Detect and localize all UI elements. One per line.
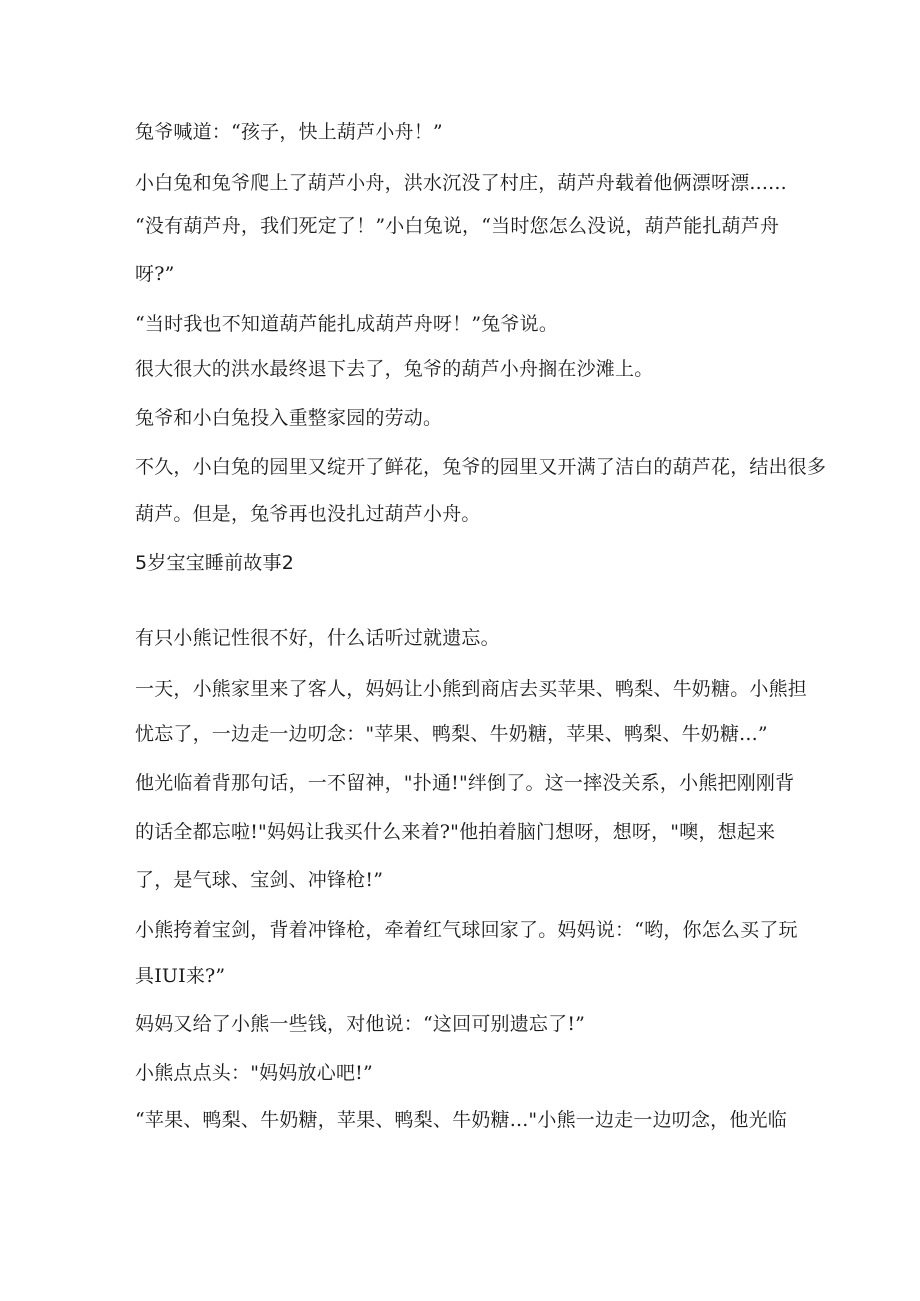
paragraph-line: 妈妈又给了小熊一些钱，对他说：“这回可别遗忘了!” [135,1013,586,1035]
paragraph-line: 了，是气球、宝剑、冲锋枪!” [135,869,384,891]
paragraph-line: 小白兔和兔爷爬上了葫芦小舟，洪水沉没了村庄，葫芦舟载着他俩漂呀漂...... [135,172,787,194]
paragraph-line: 不久，小白兔的园里又绽开了鲜花，兔爷的园里又开满了洁白的葫芦花，结出很多 [135,456,827,478]
paragraph-line: 小熊挎着宝剑，背着冲锋枪，牵着红气球回家了。妈妈说：“哟，你怎么买了玩 [135,919,798,941]
paragraph-line: 一天，小熊家里来了客人，妈妈让小熊到商店去买苹果、鸭梨、牛奶糖。小熊担 [135,678,808,700]
paragraph-line: “苹果、鸭梨、牛奶糖，苹果、鸭梨、牛奶糖..."小熊一边走一边叨念，他光临 [135,1109,787,1131]
paragraph-line: 忧忘了，一边走一边叨念："苹果、鸭梨、牛奶糖，苹果、鸭梨、牛奶糖...” [135,723,768,745]
paragraph-line: “没有葫芦舟，我们死定了！”小白兔说，“当时您怎么没说，葫芦能扎葫芦舟 [135,215,780,237]
paragraph-line: 具IUI来?” [135,965,226,987]
paragraph-line: 他光临着背那句话，一不留神，"扑通!"绊倒了。这一摔没关系，小熊把刚刚背 [135,772,795,794]
paragraph-line: 兔爷和小白兔投入重整家园的劳动。 [135,407,443,429]
paragraph-line: 葫芦。但是，兔爷再也没扎过葫芦小舟。 [135,503,481,525]
paragraph-line: 的话全都忘啦!"妈妈让我买什么来着?"他拍着脑门想呀，想呀，"噢，想起来 [135,821,776,843]
paragraph-line: 呀?” [135,263,175,285]
paragraph-line: 很大很大的洪水最终退下去了，兔爷的葫芦小舟搁在沙滩上。 [135,358,654,380]
paragraph-line: 有只小熊记性很不好，什么话听过就遗忘。 [135,627,500,649]
paragraph-line: 小熊点点头："妈妈放心吧!” [135,1062,373,1084]
paragraph-line: 兔爷喊道：“孩子，快上葫芦小舟！” [135,121,443,143]
section-heading: 5岁宝宝睡前故事2 [135,552,294,574]
paragraph-line: “当时我也不知道葫芦能扎成葫芦舟呀！”兔爷说。 [135,313,559,335]
